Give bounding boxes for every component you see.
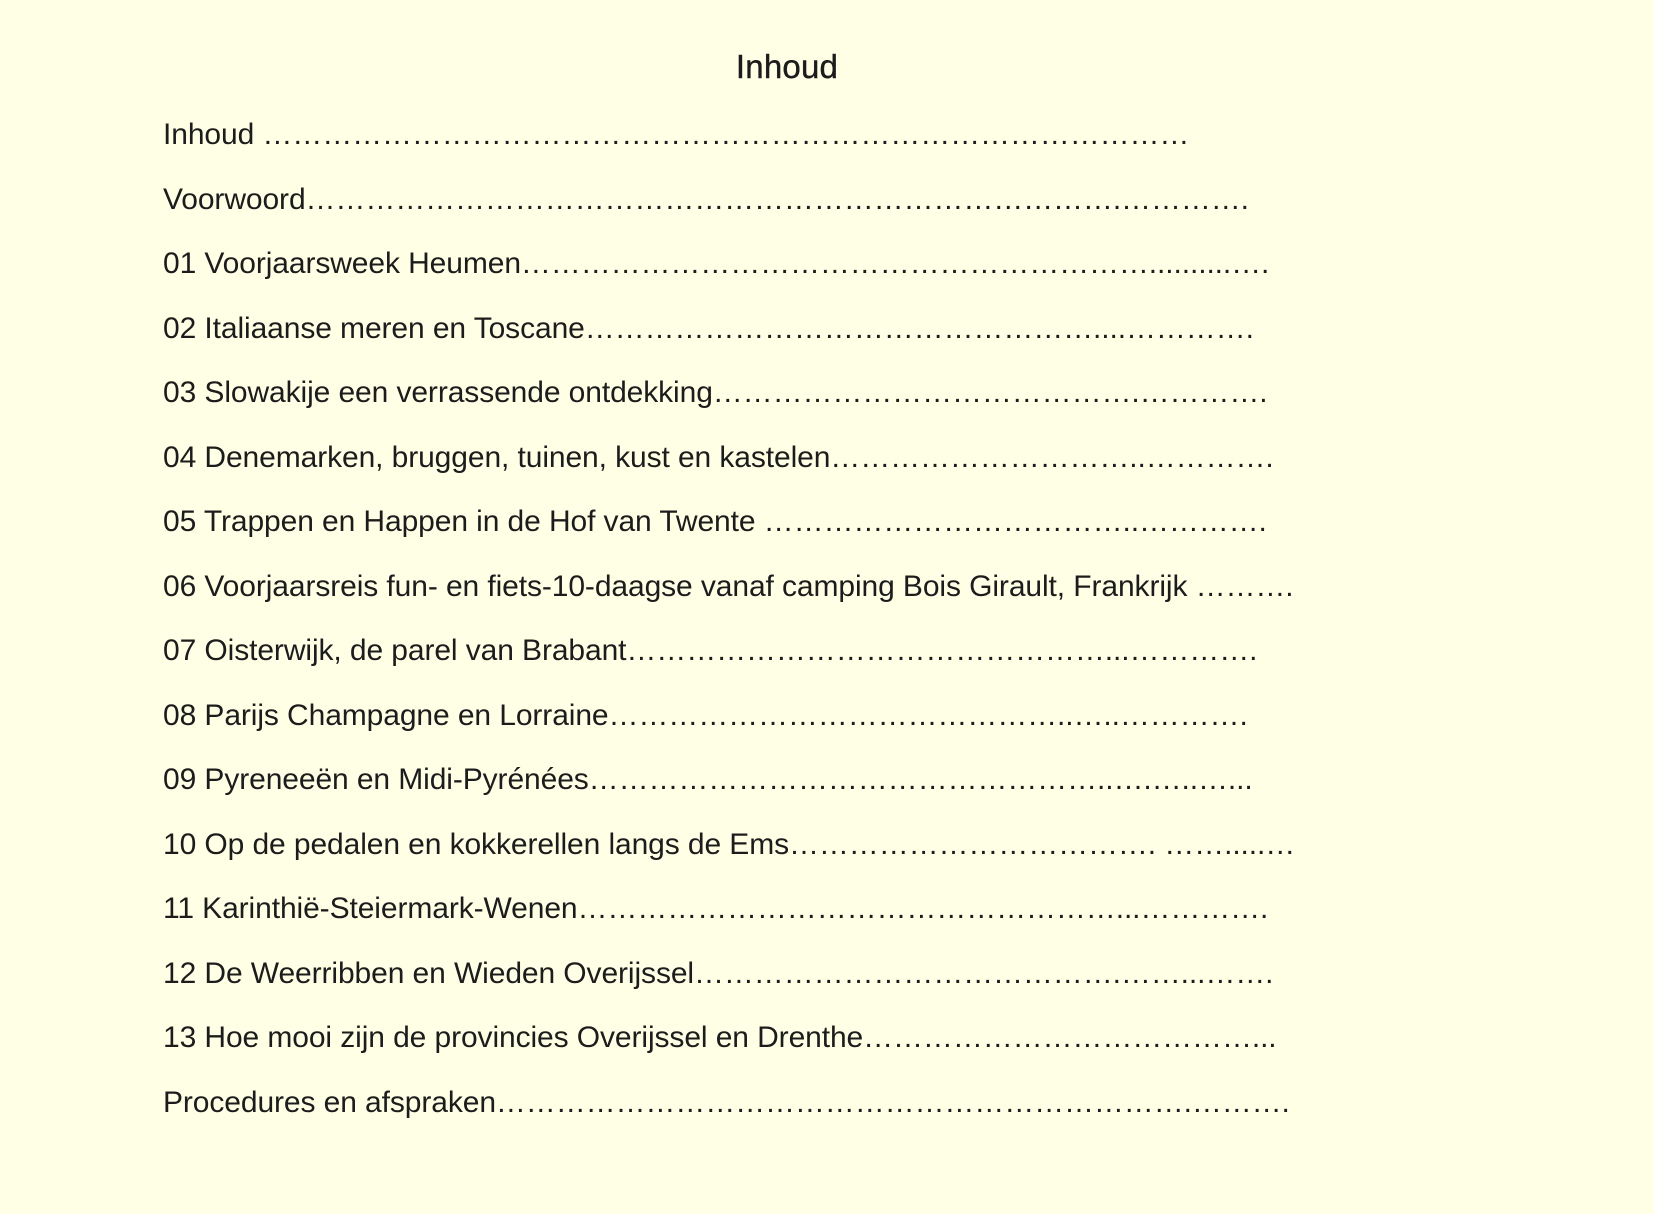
toc-entry-07: 07 Oisterwijk, de parel van Brabant…………………………………………...………….: [163, 634, 1258, 667]
toc-entry-05: 05 Trappen en Happen in de Hof van Twente ………………………………..………….: [163, 505, 1267, 538]
toc-entry-06: 06 Voorjaarsreis fun- en fiets-10-daagse vanaf camping Bois Girault, Frankrijk ……….: [163, 569, 1294, 603]
toc-entry-10: 10 Op de pedalen en kokkerellen langs de Ems………………………………. …….....…: [163, 827, 1296, 861]
toc-entry-01: 01 Voorjaarsweek Heumen………………………………………………………..........….: [163, 247, 1270, 280]
toc-entry-08: 08 Parijs Champagne en Lorraine………………………………………..…..………….: [163, 698, 1248, 732]
toc-entry-04: 04 Denemarken, bruggen, tuinen, kust en kastelen…………………………..………….: [163, 440, 1274, 474]
table-of-contents: [163, 110, 1295, 1142]
toc-entry-03: 03 Slowakije een verrassende ontdekking…………………………………….………….: [163, 376, 1268, 409]
toc-entry-09: 09 Pyreneeën en Midi-Pyrénées……………………………………………..….…..…...: [163, 763, 1253, 796]
toc-entry-procedures: Procedures en afspraken…………………………………………………………….……….: [163, 1085, 1290, 1119]
toc-entry-inhoud: Inhoud …………………………………………………………………………………: [163, 118, 1190, 151]
toc-entry-13: 13 Hoe mooi zijn de provincies Overijssel en Drenthe…………………………………...: [163, 1021, 1277, 1054]
toc-entry-12: 12 De Weerribben en Wieden Overijssel…………………………………….……...…….: [163, 956, 1274, 990]
toc-entry-11: 11 Karinthië-Steiermark-Wenen………………………………………………...………….: [163, 892, 1269, 925]
page-title: Inhoud: [735, 48, 839, 85]
toc-entry-voorwoord: Voorwoord……………………………………………………………………….………….: [163, 182, 1249, 216]
toc-entry-02: 02 Italiaanse meren en Toscane……………………………………………....………….: [163, 311, 1254, 345]
